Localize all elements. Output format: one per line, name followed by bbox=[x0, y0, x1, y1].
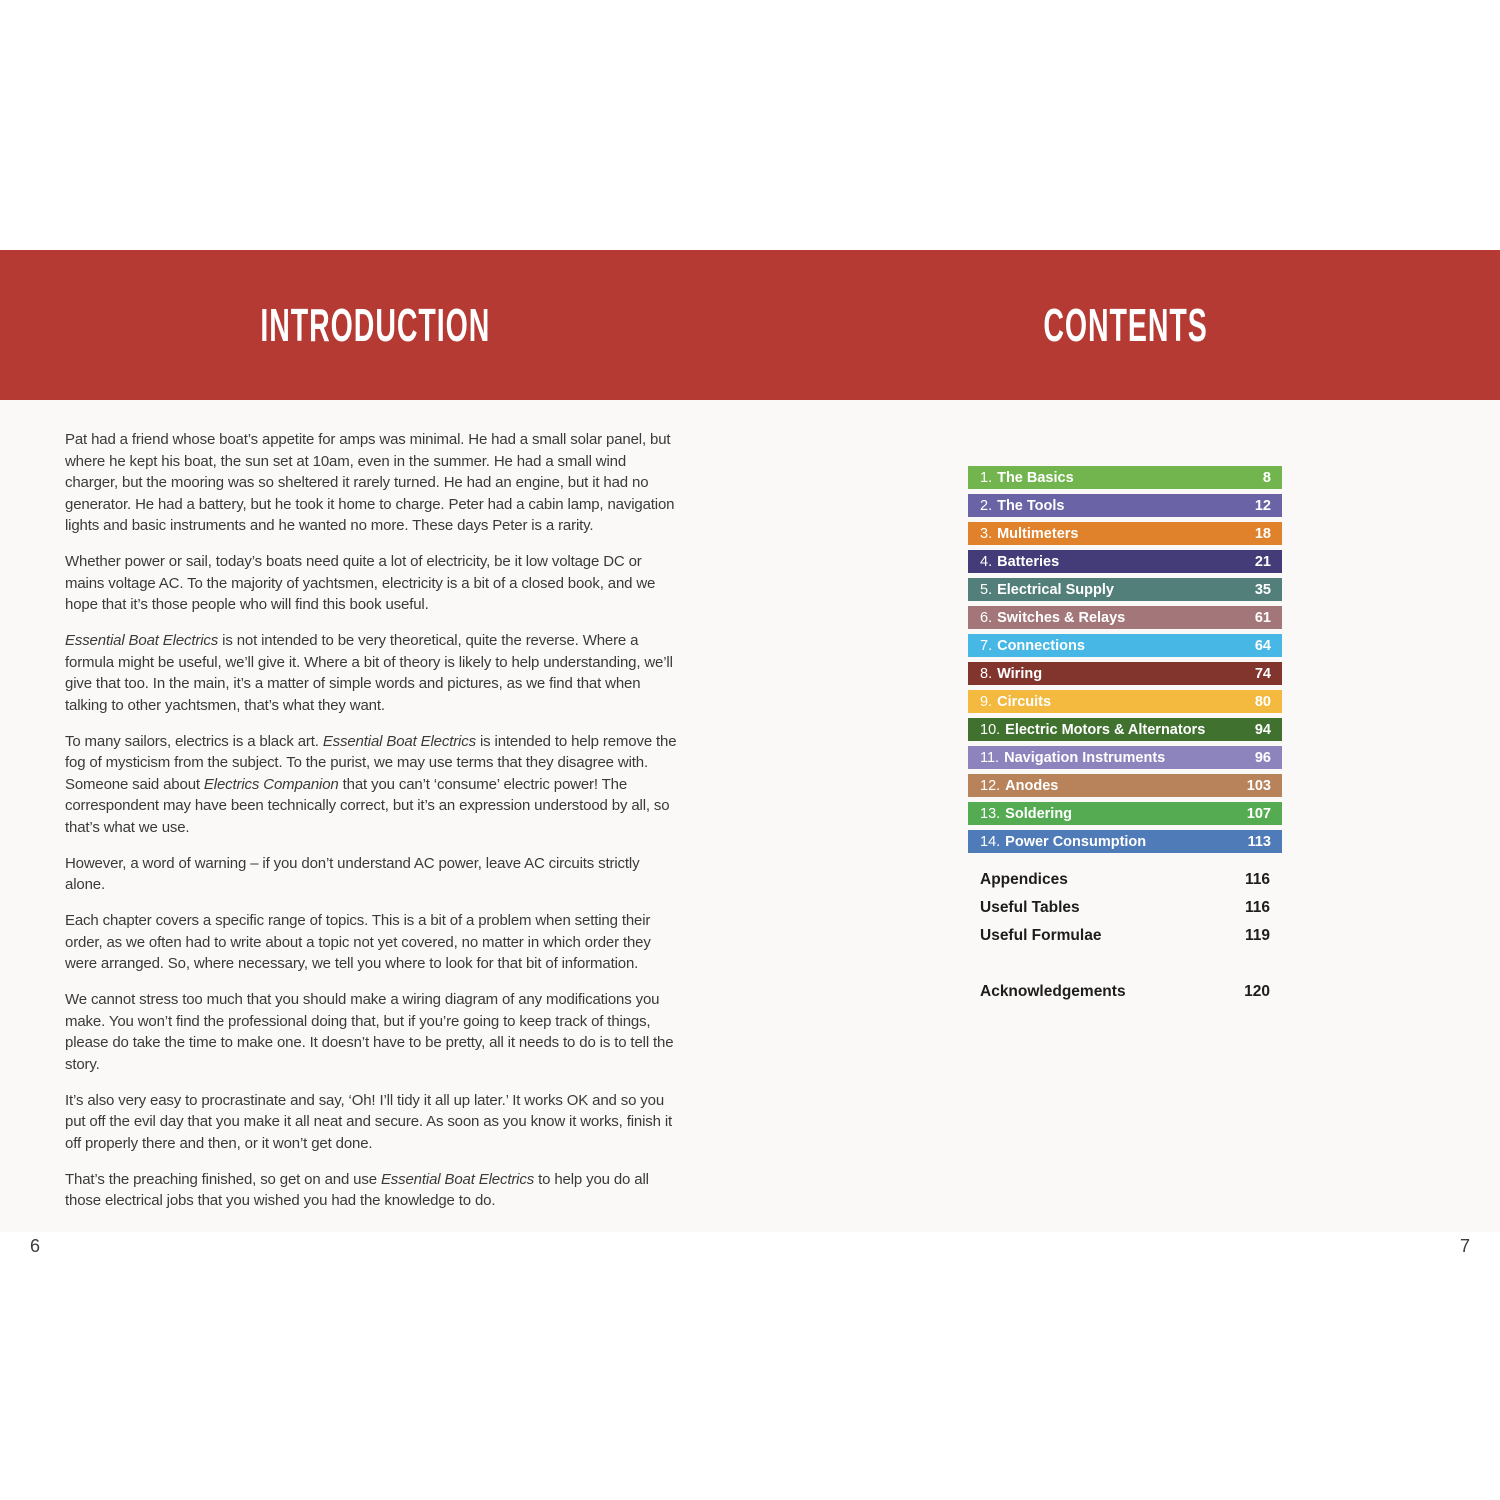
chapter-title: Navigation Instruments bbox=[1004, 749, 1166, 766]
chapter-title: The Basics bbox=[997, 469, 1074, 486]
toc-row-multimeters bbox=[968, 522, 1282, 545]
intro-paragraph-7 bbox=[65, 989, 681, 1075]
book-title-text: Electrics Companion bbox=[203, 775, 339, 793]
chapter-title: Power Consumption bbox=[1005, 833, 1147, 850]
chapter-page: 94 bbox=[1254, 721, 1271, 738]
chapter-label bbox=[980, 554, 1059, 570]
chapter-page: 8 bbox=[1262, 469, 1271, 486]
toc-row-electrical-supply bbox=[968, 578, 1282, 601]
chapter-label bbox=[980, 722, 1205, 738]
chapter-number: 11. bbox=[980, 749, 1000, 766]
intro-paragraph-4 bbox=[65, 731, 681, 839]
chapter-label bbox=[980, 498, 1065, 514]
chapter-page: 21 bbox=[1254, 553, 1271, 570]
chapter-title: Soldering bbox=[1005, 805, 1073, 822]
chapter-page: 35 bbox=[1254, 581, 1271, 598]
contents-title: CONTENTS bbox=[1042, 299, 1208, 351]
chapter-label bbox=[980, 582, 1114, 598]
page-number-right: 7 bbox=[1459, 1236, 1470, 1256]
chapter-page: 80 bbox=[1254, 693, 1271, 710]
chapter-number: 6. bbox=[980, 609, 993, 626]
text-run: Each chapter covers a specific range of topics. This is a bit of a problem when setting their order, as we often had to write about a topic not yet covered, no matter in which order they were arranged. So, where necessary, we tell you where to look for that bit of information. bbox=[65, 912, 651, 972]
contents-extra-list bbox=[968, 866, 1282, 1006]
extra-page: 116 bbox=[1244, 871, 1270, 888]
chapter-page: 64 bbox=[1254, 637, 1271, 654]
intro-paragraph-3 bbox=[65, 630, 681, 716]
text-run: that you can’t ‘consume’ electric power! The correspondent may have been technically correct, but it’s an expression understood by all, so that’s what we use. bbox=[65, 775, 670, 836]
toc-row-anodes bbox=[968, 774, 1282, 797]
text-run: That’s the preaching finished, so get on and use bbox=[65, 1170, 381, 1188]
toc-row-switches-relays bbox=[968, 606, 1282, 629]
toc-row-basics bbox=[968, 466, 1282, 489]
chapter-number: 8. bbox=[980, 665, 993, 682]
chapter-title: The Tools bbox=[997, 497, 1065, 514]
chapter-number: 7. bbox=[980, 637, 993, 654]
chapter-label bbox=[980, 806, 1072, 822]
toc-row-tools bbox=[968, 494, 1282, 517]
extra-label: Appendices bbox=[980, 871, 1068, 888]
toc-row-acknowledgements bbox=[968, 978, 1282, 1006]
text-run: It’s also very easy to procrastinate and say, ‘Oh! I’ll tidy it all up later.’ It works OK and so you put off the evil day that you make it all neat and secure. As soon as you know it works, finish it off properly there and then, or it won’t get done. bbox=[65, 1091, 673, 1152]
chapter-page: 103 bbox=[1246, 777, 1271, 794]
chapter-title: Electric Motors & Alternators bbox=[1005, 721, 1206, 738]
chapter-title: Batteries bbox=[997, 553, 1060, 570]
intro-paragraph-5 bbox=[65, 853, 681, 896]
chapter-number: 9. bbox=[980, 693, 993, 710]
text-run: Pat had a friend whose boat’s appetite for amps was minimal. He had a small solar panel, but where he kept his boat, the sun set at 10am, even in the summer. He had a small wind charger, but the mooring was so sheltered it rarely turned. He had an engine, but it had no generator. He had a battery, but he took it home to charge. Peter had a cabin lamp, navigation lights and basic instruments and he wanted no more. These days Peter is a rarity. bbox=[65, 431, 675, 534]
toc-row-circuits bbox=[968, 690, 1282, 713]
chapter-number: 1. bbox=[980, 469, 993, 486]
chapter-title: Anodes bbox=[1005, 777, 1059, 794]
extra-label: Useful Formulae bbox=[980, 927, 1102, 944]
chapter-page: 96 bbox=[1254, 749, 1271, 766]
text-run: Whether power or sail, today’s boats need quite a lot of electricity, be it low voltage DC or mains voltage AC. To the majority of yachtsmen, electricity is a bit of a closed book, and we hope that it’s those people who will find this book useful. bbox=[65, 553, 656, 613]
text-run: is intended to help remove the fog of mysticism from the subject. To the purist, we may use terms that they disagree with. Someone said about bbox=[65, 732, 677, 793]
chapter-page: 12 bbox=[1254, 497, 1271, 514]
text-run: to help you do all those electrical jobs that you wished you had the knowledge to do. bbox=[65, 1170, 649, 1209]
toc-row-useful-tables bbox=[968, 894, 1282, 922]
chapter-label bbox=[980, 610, 1125, 626]
toc-row-power-consumption bbox=[968, 830, 1282, 853]
chapter-number: 13. bbox=[980, 805, 1001, 822]
intro-paragraph-6 bbox=[65, 910, 681, 975]
introduction-body bbox=[65, 429, 681, 1226]
chapter-number: 5. bbox=[980, 581, 993, 598]
chapter-label bbox=[980, 526, 1078, 542]
toc-row-connections bbox=[968, 634, 1282, 657]
extra-label: Useful Tables bbox=[980, 899, 1080, 916]
chapter-label bbox=[980, 470, 1074, 486]
extra-label: Acknowledgements bbox=[980, 983, 1126, 1000]
book-title-text: Essential Boat Electrics bbox=[322, 732, 476, 750]
text-run: is not intended to be very theoretical, quite the reverse. Where a formula might be useful, we’ll give it. Where a bit of theory is likely to help understanding, we’ll give that too. In the main, it’s a matter of simple words and pictures, as we find that when talking to other yachtsmen, that’s what they want. bbox=[65, 632, 673, 714]
toc-row-appendices bbox=[968, 866, 1282, 894]
chapter-label bbox=[980, 834, 1146, 850]
chapter-number: 12. bbox=[980, 777, 1001, 794]
chapter-label bbox=[980, 750, 1165, 766]
extra-page: 119 bbox=[1244, 927, 1270, 944]
toc-row-useful-formulae bbox=[968, 922, 1282, 950]
chapter-title: Electrical Supply bbox=[997, 581, 1114, 598]
contents-banner-half bbox=[750, 250, 1500, 400]
chapter-label bbox=[980, 638, 1085, 654]
extra-page: 120 bbox=[1244, 983, 1270, 1000]
intro-paragraph-8 bbox=[65, 1090, 681, 1155]
chapter-label bbox=[980, 694, 1051, 710]
chapter-number: 2. bbox=[980, 497, 993, 514]
chapter-title: Switches & Relays bbox=[997, 609, 1126, 626]
chapter-page: 61 bbox=[1254, 609, 1271, 626]
extra-page: 116 bbox=[1244, 899, 1270, 916]
toc-row-navigation-instruments bbox=[968, 746, 1282, 769]
intro-paragraph-2 bbox=[65, 551, 681, 616]
chapter-banner bbox=[0, 250, 1500, 400]
chapter-label bbox=[980, 666, 1042, 682]
chapter-label bbox=[980, 778, 1058, 794]
chapter-title: Circuits bbox=[997, 693, 1052, 710]
chapter-number: 3. bbox=[980, 525, 993, 542]
toc-row-electric-motors bbox=[968, 718, 1282, 741]
chapter-page: 74 bbox=[1254, 665, 1271, 682]
intro-banner-half bbox=[0, 250, 750, 400]
chapter-page: 107 bbox=[1246, 805, 1271, 822]
book-title-text: Essential Boat Electrics bbox=[65, 632, 219, 649]
introduction-title: INTRODUCTION bbox=[260, 299, 490, 351]
toc-row-wiring bbox=[968, 662, 1282, 685]
text-run: However, a word of warning – if you don’t understand AC power, leave AC circuits strictly alone. bbox=[65, 854, 640, 893]
chapter-page: 18 bbox=[1254, 525, 1271, 542]
book-title-text: Essential Boat Electrics bbox=[380, 1170, 535, 1188]
chapter-title: Wiring bbox=[997, 665, 1043, 682]
text-run: To many sailors, electrics is a black art. bbox=[65, 732, 323, 750]
text-run: We cannot stress too much that you should make a wiring diagram of any modifications you make. You won’t find the professional doing that, but if you’re going to keep track of things, please do take the time to make one. It doesn’t have to be pretty, all it needs to do is to tell the story. bbox=[65, 991, 674, 1073]
chapter-number: 14. bbox=[980, 833, 1001, 850]
chapter-number: 10. bbox=[980, 721, 1001, 738]
chapter-title: Multimeters bbox=[997, 525, 1079, 542]
toc-row-batteries bbox=[968, 550, 1282, 573]
intro-paragraph-1 bbox=[65, 429, 681, 537]
chapter-title: Connections bbox=[997, 637, 1085, 654]
intro-paragraph-9 bbox=[65, 1169, 681, 1212]
chapter-number: 4. bbox=[980, 553, 993, 570]
toc-row-soldering bbox=[968, 802, 1282, 825]
chapter-page: 113 bbox=[1247, 833, 1271, 850]
page-number-left: 6 bbox=[30, 1236, 41, 1256]
contents-list bbox=[968, 466, 1282, 1006]
